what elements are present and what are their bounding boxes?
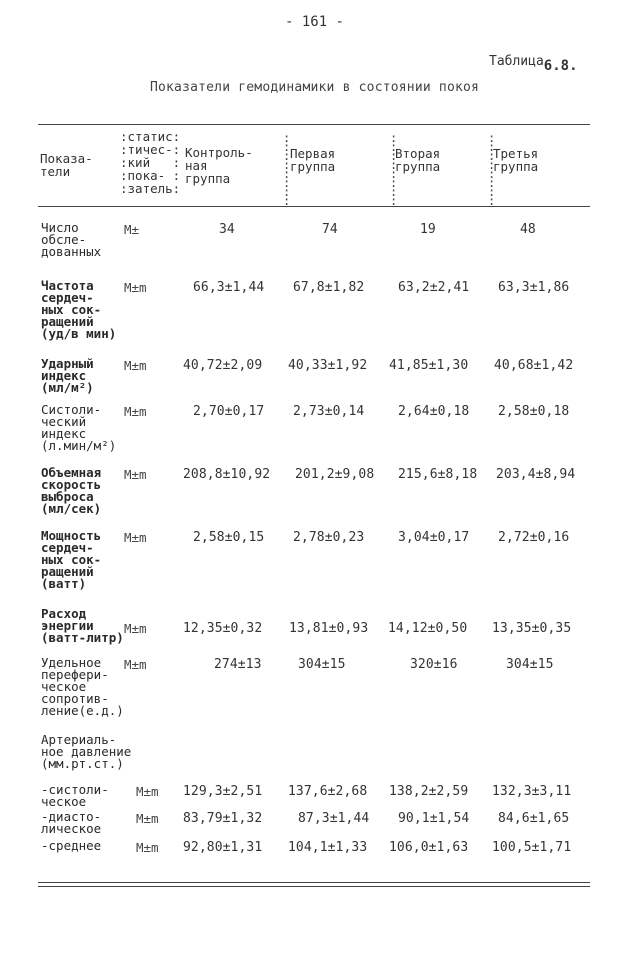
row-label: Число обсле- дованных xyxy=(41,220,102,259)
row-stat: M±m xyxy=(124,358,147,373)
cell-third-group: 63,3±1,86 xyxy=(498,280,570,295)
row-label: -среднее xyxy=(41,838,102,853)
column-divider: : : : : : : : : xyxy=(283,131,291,208)
cell-control: 208,8±10,92 xyxy=(183,467,271,482)
cell-third-group: 100,5±1,71 xyxy=(492,840,572,855)
cell-third-group: 2,72±0,16 xyxy=(498,530,570,545)
cell-third-group: 40,68±1,42 xyxy=(494,358,574,373)
row-stat: M±m xyxy=(124,280,147,295)
cell-third-group: 13,35±0,35 xyxy=(492,621,572,636)
header-second-group: Вторая группа xyxy=(395,146,441,174)
row-label: Систоли- ческий индекс (л.мин/м²) xyxy=(41,402,117,453)
row-stat: M±m xyxy=(124,621,147,636)
cell-second-group: 63,2±2,41 xyxy=(398,280,470,295)
row-stat: M±m xyxy=(124,657,147,672)
row-label: Расход энергии (ватт-литр) xyxy=(41,606,124,645)
cell-second-group: 90,1±1,54 xyxy=(398,811,470,826)
cell-second-group: 320±16 xyxy=(410,657,458,672)
cell-first-group: 2,73±0,14 xyxy=(293,404,365,419)
cell-control: 12,35±0,32 xyxy=(183,621,263,636)
table-title: Показатели гемодинамики в состоянии покоя xyxy=(149,80,480,95)
column-divider: : : : : : : : : xyxy=(488,131,496,208)
cell-control: 34 xyxy=(219,222,235,237)
cell-second-group: 2,64±0,18 xyxy=(398,404,470,419)
cell-first-group: 2,78±0,23 xyxy=(293,530,365,545)
table-bottom-rule-second xyxy=(38,886,590,887)
cell-second-group: 106,0±1,63 xyxy=(389,840,469,855)
cell-first-group: 67,8±1,82 xyxy=(293,280,365,295)
cell-second-group: 14,12±0,50 xyxy=(388,621,468,636)
row-label: Частота сердеч- ных сок- ращений (уд/в мин) xyxy=(41,278,117,341)
table-number: 6.8. xyxy=(543,58,578,74)
row-stat: M±m xyxy=(124,467,147,482)
row-stat: M±m xyxy=(124,404,147,419)
row-stat: M±m xyxy=(136,811,159,826)
row-stat: M±m xyxy=(136,840,159,855)
cell-third-group: 48 xyxy=(520,222,536,237)
cell-first-group: 40,33±1,92 xyxy=(288,358,368,373)
cell-second-group: 138,2±2,59 xyxy=(389,784,469,799)
cell-first-group: 13,81±0,93 xyxy=(289,621,369,636)
row-label: Удельное перефери- ческое сопротив- ление(е.д.) xyxy=(41,655,124,718)
header-stat: :статис: :тичес-: :кий : :пока- : :затель: xyxy=(120,129,181,196)
table-label xyxy=(489,53,578,74)
cell-third-group: 304±15 xyxy=(506,657,554,672)
table-header-rule xyxy=(38,206,590,207)
cell-second-group: 41,85±1,30 xyxy=(389,358,469,373)
row-label: -диасто- лическое xyxy=(41,809,102,836)
cell-control: 66,3±1,44 xyxy=(193,280,265,295)
cell-third-group: 132,3±3,11 xyxy=(492,784,572,799)
cell-first-group: 137,6±2,68 xyxy=(288,784,368,799)
cell-control: 40,72±2,09 xyxy=(183,358,263,373)
cell-second-group: 19 xyxy=(420,222,436,237)
cell-second-group: 3,04±0,17 xyxy=(398,530,470,545)
row-group-heading: Артериаль- ное давление (мм.рт.ст.) xyxy=(41,732,132,771)
cell-first-group: 201,2±9,08 xyxy=(295,467,375,482)
cell-third-group: 84,6±1,65 xyxy=(498,811,570,826)
cell-control: 2,70±0,17 xyxy=(193,404,265,419)
cell-first-group: 104,1±1,33 xyxy=(288,840,368,855)
row-stat: M± xyxy=(124,222,140,237)
header-indicator: Показа- тели xyxy=(40,151,93,179)
cell-control: 2,58±0,15 xyxy=(193,530,265,545)
row-label: -систоли- ческое xyxy=(41,782,109,809)
table-top-rule xyxy=(38,124,590,125)
header-third-group: Третья группа xyxy=(493,146,539,174)
table-bottom-rule xyxy=(38,882,590,883)
row-stat: M±m xyxy=(124,530,147,545)
row-label: Мощность сердеч- ных сок- ращений (ватт) xyxy=(41,528,102,591)
cell-control: 129,3±2,51 xyxy=(183,784,263,799)
cell-third-group: 203,4±8,94 xyxy=(496,467,576,482)
page-number: - 161 - xyxy=(284,14,344,30)
cell-third-group: 2,58±0,18 xyxy=(498,404,570,419)
row-label: Ударный индекс (мл/м²) xyxy=(41,356,94,395)
cell-control: 83,79±1,32 xyxy=(183,811,263,826)
table-label-word: Таблица xyxy=(489,54,544,69)
cell-control: 274±13 xyxy=(214,657,262,672)
cell-control: 92,80±1,31 xyxy=(183,840,263,855)
row-stat: M±m xyxy=(136,784,159,799)
column-divider: : : : : : : : : xyxy=(390,131,398,208)
cell-first-group: 74 xyxy=(322,222,338,237)
cell-first-group: 304±15 xyxy=(298,657,346,672)
cell-second-group: 215,6±8,18 xyxy=(398,467,478,482)
header-control: Контроль- ная группа xyxy=(185,145,253,186)
header-first-group: Первая группа xyxy=(290,146,336,174)
cell-first-group: 87,3±1,44 xyxy=(298,811,370,826)
row-label: Объемная скорость выброса (мл/сек) xyxy=(41,465,102,516)
